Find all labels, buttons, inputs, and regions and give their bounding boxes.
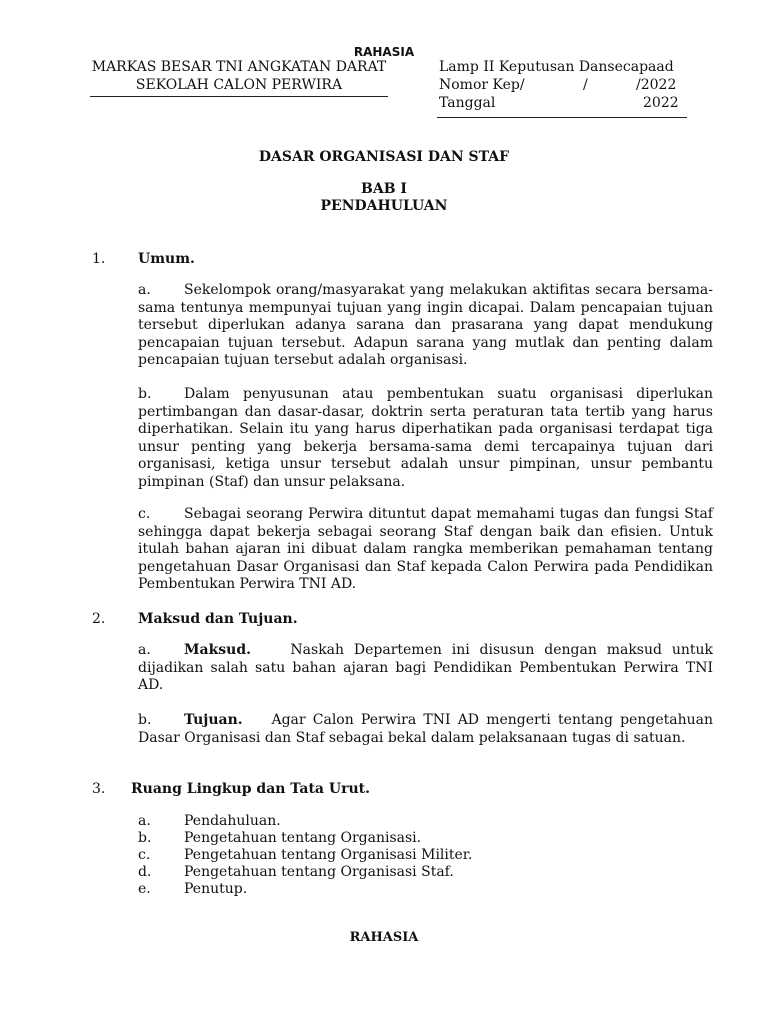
section-1b-paragraph — [138, 386, 713, 491]
section-1c-paragraph — [138, 506, 713, 594]
list-item — [138, 830, 421, 847]
reference-underline — [437, 117, 687, 118]
list-item-label: d. — [138, 864, 152, 880]
document-title: DASAR ORGANISASI DAN STAF — [258, 149, 510, 165]
list-item-text: Pengetahuan tentang Organisasi. — [184, 830, 422, 846]
letterhead-underline — [90, 96, 388, 97]
reference-nomor-year: /2022 — [636, 77, 677, 93]
section-2a-label: a. — [138, 642, 151, 658]
section-3-number: 3. — [92, 781, 106, 797]
list-item — [138, 881, 247, 898]
list-item-label: a. — [138, 813, 151, 829]
list-item-text: Pendahuluan. — [184, 813, 281, 829]
section-2b-label: b. — [138, 712, 152, 728]
section-1a-text: Sekelompok orang/masyarakat yang melakukan aktifitas secara bersama-sama tentunya mempunyai tujuan yang ingin dicapai. Dalam pencapaian tujuan tersebut diperlukan adanya sarana dan prasarana yang dapat mendukung pencapaian tujuan tersebut. Adapun sarana yang mutlak dan penting dalam pencapaian tujuan tersebut adalah organisasi. — [138, 282, 713, 368]
chapter-title: PENDAHULUAN — [320, 198, 448, 214]
reference-nomor-label: Nomor Kep/ — [439, 77, 525, 93]
section-1c-label: c. — [138, 506, 151, 522]
letterhead-line2: SEKOLAH CALON PERWIRA — [135, 77, 343, 93]
section-2a-text: Naskah Departemen ini disusun dengan maksud untuk dijadikan salah satu bahan ajaran bagi Pendidikan Pembentukan Perwira TNI AD. — [138, 642, 713, 693]
reference-tanggal-label: Tanggal — [439, 95, 496, 111]
list-item-label: c. — [138, 847, 151, 863]
reference-line1: Lamp II Keputusan Dansecapaad — [439, 59, 674, 75]
list-item-label: e. — [138, 881, 151, 897]
list-item — [138, 864, 454, 881]
list-item-text: Pengetahuan tentang Organisasi Staf. — [184, 864, 454, 880]
section-3-title: Ruang Lingkup dan Tata Urut. — [131, 781, 370, 797]
section-2b-heading: Tujuan. — [184, 712, 243, 728]
letterhead-line1: MARKAS BESAR TNI ANGKATAN DARAT — [91, 59, 387, 75]
section-2-number: 2. — [92, 611, 106, 627]
section-2-title: Maksud dan Tujuan. — [138, 611, 298, 627]
list-item — [138, 847, 472, 864]
section-2b-paragraph — [138, 712, 713, 747]
list-item-text: Pengetahuan tentang Organisasi Militer. — [184, 847, 473, 863]
section-2b-text: Agar Calon Perwira TNI AD mengerti tentang pengetahuan Dasar Organisasi dan Staf sebagai bekal dalam pelaksanaan tugas di satuan. — [138, 712, 713, 746]
list-item-text: Penutup. — [184, 881, 248, 897]
classification-top: RAHASIA — [353, 45, 415, 59]
reference-nomor-separator: / — [583, 77, 588, 93]
list-item — [138, 813, 281, 830]
section-2a-paragraph — [138, 642, 713, 695]
section-1-number: 1. — [92, 251, 106, 267]
section-1a-label: a. — [138, 282, 151, 298]
chapter-number: BAB I — [361, 181, 407, 197]
section-1b-label: b. — [138, 386, 152, 402]
section-1b-text: Dalam penyusunan atau pembentukan suatu organisasi diperlukan pertimbangan dan dasar-dasar, doktrin serta peraturan tata tertib yang harus diperhatikan. Selain itu yang harus diperhatikan pada organisasi terdapat tiga unsur penting yang bekerja bersama-sama demi tercapainya tujuan dari organisasi, ketiga unsur tersebut adalah unsur pimpinan, unsur pembantu pimpinan (Staf) dan unsur pelaksana. — [138, 386, 713, 490]
section-1-title: Umum. — [138, 251, 195, 267]
section-1c-text: Sebagai seorang Perwira dituntut dapat memahami tugas dan fungsi Staf sehingga dapat bekerja sebagai seorang Staf dengan baik dan efisien. Untuk itulah bahan ajaran ini dibuat dalam rangka memberikan pemahaman tentang pengetahuan Dasar Organisasi dan Staf kepada Calon Perwira pada Pendidikan Pembentukan Perwira TNI AD. — [138, 506, 713, 592]
section-2a-heading: Maksud. — [184, 642, 251, 658]
section-1a-paragraph — [138, 282, 713, 370]
reference-tanggal-year: 2022 — [643, 95, 679, 111]
classification-bottom: RAHASIA — [349, 930, 419, 945]
list-item-label: b. — [138, 830, 152, 846]
